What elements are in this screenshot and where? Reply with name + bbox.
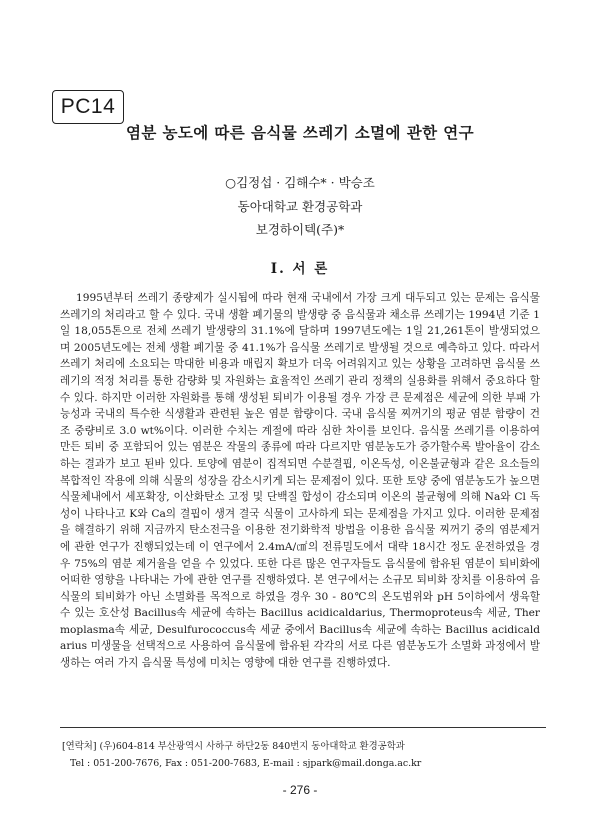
author-block: [0, 171, 600, 242]
contact-block: [62, 738, 546, 772]
introduction-paragraph: 1995년부터 쓰레기 종량제가 실시됨에 따라 현재 국내에서 가장 크게 대두되고 있는 문제는 음식물 쓰레기의 처리라고 할 수 있다. 국내 생활 폐기물의 발생량 중 음식물과 채소류 쓰레기는 1994년 기준 1일 18,055톤으로 전체 쓰레기 발생량의 31.1%에 달하며 1997년도에는 1일 21,261톤이 발생되었으며 2005년도에는 전체 생활 폐기물 중 41.1%가 음식물 쓰레기로 발생될 것으로 예측하고 있다. 따라서 쓰레기 처리에 소요되는 막대한 비용과 매립지 확보가 더욱 어려워지고 있는 상황을 고려하면 음식물 쓰레기의 적정 처리를 통한 감량화 및 자원화는 효율적인 쓰레기 관리 정책의 실용화를 위해서 중요하다 할 수 있다. 하지만 이러한 자원화를 통해 생성된 퇴비가 이용될 경우 가장 큰 문제점은 세균에 의한 부패 가능성과 국내의 특수한 식생활과 관련된 높은 염분 함량이다. 국내 음식물 찌꺼기의 평균 염분 함량이 건조 중량비로 3.0 wt%이다. 이러한 수치는 계절에 따라 심한 차이를 보인다. 음식물 쓰레기를 이용하여 만든 퇴비 중 포함되어 있는 염분은 작물의 종류에 따라 다르지만 염분농도가 증가할수록 발아율이 감소하는 결과가 보고 된바 있다. 토양에 염분이 집적되면 수분결핍, 이온독성, 이온불균형과 같은 요소들의 복합적인 작용에 의해 식물의 성장을 감소시키게 되는 문제점이 있다. 또한 토양 중에 염분농도가 높으면 식물체내에서 세포확장, 이산화탄소 고정 및 단백질 합성이 감소되며 이온의 불균형에 의해 Na와 Cl 독성이 나타나고 K와 Ca의 결핍이 생겨 결국 식물이 고사하게 되는 문제점을 가지고 있다. 이러한 문제점을 해결하기 위해 지금까지 탄소전극을 이용한 전기화학적 방법을 이용한 음식물 찌꺼기 중의 염분제거에 관한 연구가 진행되었는데 이 연구에서 2.4mA/㎠의 전류밀도에서 대략 18시간 정도 운전하였을 경우 75%의 염분 제거율을 얻을 수 있었다. 또한 다른 많은 연구자들도 음식물에 함유된 염분이 퇴비화에 어떠한 영향을 나타내는 가에 관한 연구를 진행하였다. 본 연구에서는 소규모 퇴비화 장치를 이용하여 음식물의 퇴비화가 아닌 소멸화를 목적으로 하였을 경우 30 - 80℃의 온도범위와 pH 5이하에서 생육할 수 있는 호산성 Bacillus속 세균에 속하는 Bacillus acidicaldarius, Thermoproteus속 세균, Thermoplasma속 세균, Desulfurococcus속 세균 중에서 Bacillus속 세균에 속하는 Bacillus acidicaldarius 미생물을 선택적으로 사용하여 음식물에 함유된 각각의 서로 다른 염분농도가 소멸화 과정에서 발생하는 여러 가지 음식물 특성에 미치는 영향에 대한 연구를 진행하였다.: [60, 292, 540, 670]
paper-title: 염분 농도에 따른 음식물 쓰레기 소멸에 관한 연구: [125, 123, 475, 142]
paper-code-label: PC14: [52, 90, 124, 124]
author-names: ○김정섭 · 김해수* · 박승조: [225, 175, 375, 190]
contact-address: [연락처] (우)604-814 부산광역시 사하구 하단2동 840번지 동아대학교 환경공학과: [62, 741, 405, 752]
author-affiliation-1: 동아대학교 환경공학과: [237, 198, 363, 214]
page-number: - 276 -: [282, 783, 318, 797]
author-affiliation-2: 보경하이텍(주)*: [255, 222, 345, 237]
section-heading: I. 서 론: [270, 261, 330, 277]
contact-phone-email: Tel : 051-200-7676, Fax : 051-200-7683, E-mail : sjpark@mail.donga.ac.kr: [70, 758, 422, 769]
footnote-divider: [60, 727, 546, 728]
